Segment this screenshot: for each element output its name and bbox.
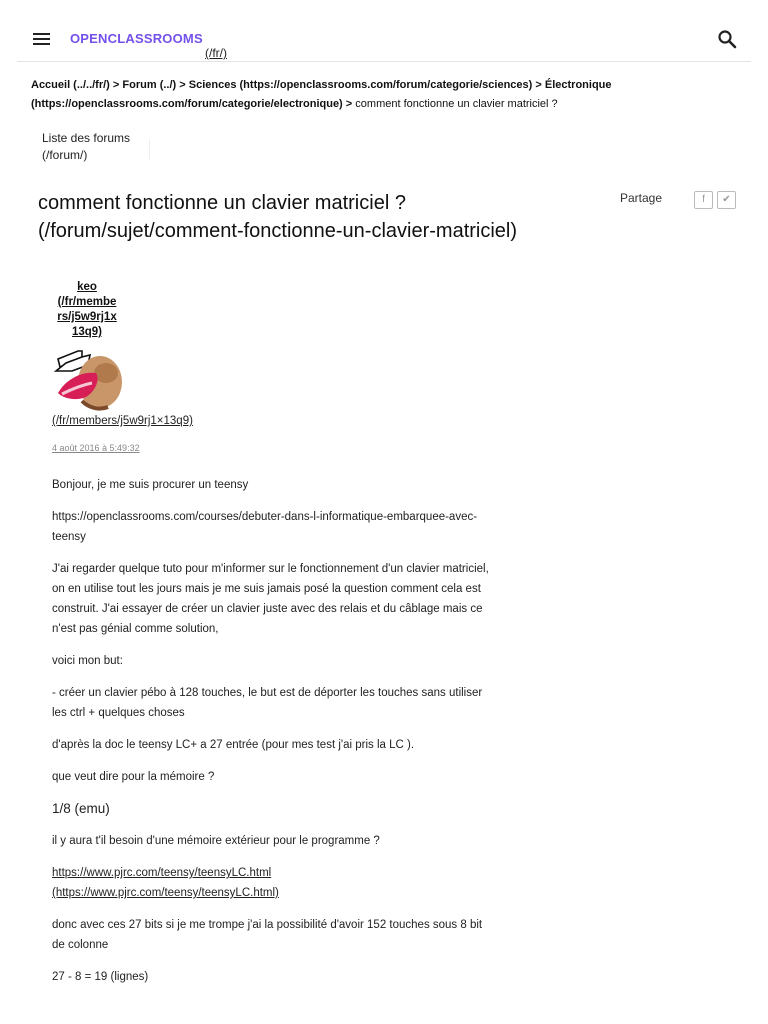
hamburger-menu-icon[interactable]: [33, 33, 50, 46]
author-name-link[interactable]: [46, 280, 128, 340]
forum-list-url: (/forum/): [42, 148, 88, 162]
author-line: rs/j5w9rj1x: [57, 311, 117, 323]
post-paragraph: il y aura t'il besoin d'une mémoire extérieur pour le programme ?: [52, 835, 380, 847]
post-paragraph: - créer un clavier pébo à 128 touches, le but est de déporter les touches sans utiliser les ctrl + quelques choses: [52, 687, 483, 719]
author-line: (/fr/membe: [57, 296, 117, 308]
breadcrumb-separator: >: [112, 79, 120, 91]
topic-title-link[interactable]: (/forum/sujet/comment-fonctionne-un-clavier-matriciel): [38, 220, 518, 242]
avatar-link[interactable]: (/fr/members/j5w9rj1×13q9): [52, 415, 193, 427]
breadcrumb: [31, 76, 731, 114]
author-line: keo: [77, 281, 97, 293]
header-divider: [17, 61, 751, 62]
pjrc-link-url[interactable]: https://www.pjrc.com/teensy/teensyLC.html: [52, 867, 272, 879]
author-line: 13q9): [71, 326, 103, 338]
post-paragraph: https://openclassrooms.com/courses/debuter-dans-l-informatique-embarquee-avec-teensy: [52, 511, 478, 543]
post-paragraph: d'après la doc le teensy LC+ a 27 entrée (pour mes test j'ai pris la LC ).: [52, 739, 415, 751]
pjrc-link-href[interactable]: (https://www.pjrc.com/teensy/teensyLC.html): [52, 887, 279, 899]
breadcrumb-current: comment fonctionne un clavier matriciel ?: [355, 98, 558, 110]
breadcrumb-item-electronique[interactable]: Électronique (https://openclassrooms.com/forum/categorie/electronique): [31, 79, 612, 110]
post-fraction: 1/8 (emu): [52, 801, 110, 816]
top-bar: [0, 0, 768, 62]
breadcrumb-item-home[interactable]: Accueil (../../fr/): [31, 79, 110, 91]
forum-list-label: Liste des forums: [42, 131, 131, 145]
pjrc-link[interactable]: [52, 863, 492, 903]
post-paragraph: Bonjour, je me suis procurer un teensy: [52, 479, 249, 491]
logo-link[interactable]: (/fr/): [205, 46, 227, 60]
breadcrumb-item-sciences[interactable]: Sciences (https://openclassrooms.com/forum/categorie/sciences): [188, 79, 533, 91]
avatar[interactable]: [52, 349, 124, 415]
post-body: [52, 475, 492, 999]
topic-title-text: comment fonctionne un clavier matriciel ?: [38, 192, 406, 214]
forum-list-divider: [149, 139, 150, 159]
breadcrumb-separator: >: [345, 98, 353, 110]
post-date[interactable]: 4 août 2016 à 5:49:32: [52, 443, 140, 453]
breadcrumb-item-forum[interactable]: Forum (../): [122, 79, 177, 91]
logo[interactable]: OPENCLASSROOMS: [70, 31, 203, 46]
forum-list-link[interactable]: [42, 130, 130, 164]
twitter-share-icon[interactable]: ✔: [717, 191, 736, 209]
post-paragraph: donc avec ces 27 bits si je me trompe j'ai la possibilité d'avoir 152 touches sous 8 bit de colonne: [52, 919, 483, 951]
post-paragraph: J'ai regarder quelque tuto pour m'informer sur le fonctionnement d'un clavier matriciel, on en utilise tout les jours mais je me suis jamais posé la question comment cela est construit. J'ai essayer de créer un clavier juste avec des relais et du câblage mais ce n'est pas génial comme solution,: [52, 563, 489, 635]
search-icon[interactable]: [717, 29, 737, 49]
breadcrumb-separator: >: [535, 79, 542, 91]
topic-title: [38, 189, 608, 245]
facebook-share-icon[interactable]: f: [694, 191, 713, 209]
share-label: Partage: [620, 191, 663, 205]
post-paragraph: 27 - 8 = 19 (lignes): [52, 971, 149, 983]
post-paragraph: que veut dire pour la mémoire ?: [52, 771, 215, 783]
post-paragraph: voici mon but:: [52, 655, 123, 667]
breadcrumb-separator: >: [179, 79, 186, 91]
